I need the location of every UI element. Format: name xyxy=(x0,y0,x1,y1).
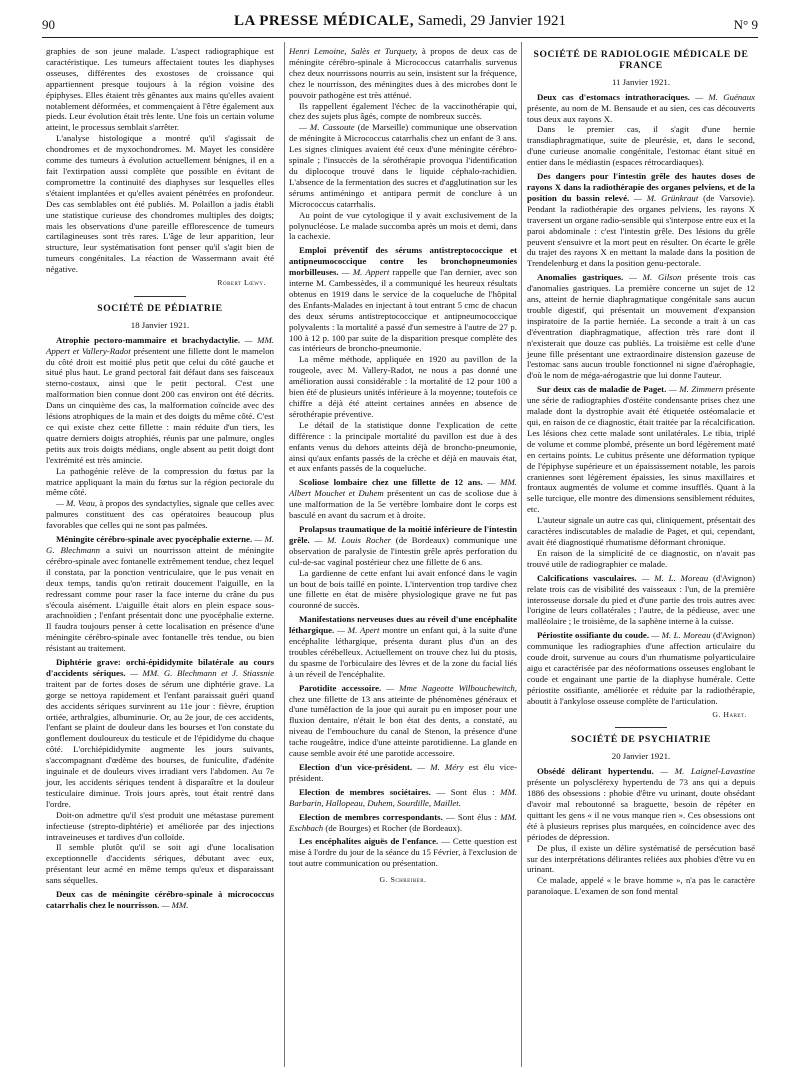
article-body: (d'Avignon) communique les radiographies d'une affection articulaire du coude droit, survenue au cours d'un rhumatisme polyarticulaire aigu et caractérisée par des néoformations osseuses englobant le coude et engainant une partie de la diaphyse humérale. Cette périostite ossifiante, améliorée et réduite par la radiothérapie, aboutit à l'ankylose osseuse complète de l'articulation. xyxy=(527,630,755,706)
article-title: Sur deux cas de maladie de Paget. xyxy=(537,384,667,395)
section-title-psychiatrie: SOCIÉTÉ DE PSYCHIATRIE xyxy=(571,734,711,746)
paragraph xyxy=(289,122,517,209)
article-authors: — M. Méry xyxy=(412,762,464,772)
paragraph: L'analyse histologique a montré qu'il s'agissait de chondromes et de myxochondromes. M. Mayet les considère comme des tumeurs à évolution actuellement bénignes, il en a fait l'extirpation aussi complète que possible en évitant de compromettre la continuité des diaphyses sur lesquelles elles s'étaient implantées et qu'elles avaient pénétrées en profondeur. Des cas semblables ont été publiés. M. Polaillon a jadis établi une statistique curieuse des chondromes multiples des doigts; mais les observations d'une pareille efflorescence de tumeurs cartilagineuses sont très rares. L'âge de leur apparition, leur structure, leur systématisation font penser qu'il s'agit bien de tumeurs congénitales. La réaction de Wassermann avait été négative. xyxy=(46,133,274,275)
paragraph: La gardienne de cette enfant lui avait enfoncé dans le vagin un bout de bois taillé en pointe. L'intervention trop tardive chez une fillette en état de misère physiologique grave ne fut pas couronné de succès. xyxy=(289,567,517,611)
article xyxy=(289,245,517,354)
article-title: Manifestations nerveuses dues au réveil d'une encéphalite léthargique. xyxy=(289,614,517,636)
paragraph: Ce malade, appelé « le brave homme », n'a pas le caractère paranoïaque. L'examen de son fond mental xyxy=(527,875,755,897)
article-body: montre un enfant qui, à la suite d'une encéphalite léthargique, présenta durant plus d'un an des troubles cérébelleux. Actuellement on trouve chez lui du ptosis, du spasme de l'orbiculaire des lèvres et de la zone du facial liés à un réveil de l'encéphalite. xyxy=(289,625,517,679)
paragraph xyxy=(46,498,274,531)
column-rule-2 xyxy=(521,42,522,1067)
paragraph: La pathogénie relève de la compression du fœtus par la matrice appliquant la main du fœtus sur la région pectorale du même côté. xyxy=(46,465,274,498)
article-body: chez une fillette de 13 ans atteinte de phénomènes généraux et d'une tuméfaction de la joue qui aurait pu en imposer pour une fluxion dentaire, n'était le bon état des dents, a constaté, au niveau de l'embouchure du canal de Stenon, la présence d'une tache rougeâtre, indice d'une atteinte parotidienne. La glande en cause semble avoir été une parotide accessoire. xyxy=(289,693,517,759)
article xyxy=(289,812,517,834)
column-1 xyxy=(46,46,274,911)
article-authors: — M. Zimmern xyxy=(666,384,724,395)
paragraph: Il semble plutôt qu'il se soit agi d'une localisation exceptionnelle d'accidents sériques, débutant avec eux, présentant leur acmé en même temps qu'eux et disparaissant sans séquelles. xyxy=(46,842,274,886)
article-title: Périostite ossifiante du coude. xyxy=(537,630,650,641)
column-2 xyxy=(289,46,517,886)
article-body: — Sont élus : xyxy=(442,811,501,822)
column-3 xyxy=(527,46,755,897)
journal-name: LA PRESSE MÉDICALE, xyxy=(233,13,414,29)
article xyxy=(46,335,274,466)
article xyxy=(46,534,274,654)
header-rule xyxy=(42,37,758,38)
article-authors: Henri Lemoine, Salès et Turquety, xyxy=(289,46,418,56)
article-body: (de Varsovie). Pendant la radiothérapie des organes pelviens, les rayons X traversent un organe radio-sensible qui s'interpose entre eux et la paroi abdominale : c'est l'intestin grêle. Des lésions du grêle peuvent s'ensuivre et la mort peut en résulter. On écarte le grêle du trajet des rayons X en mettant la malade dans la position de Trendelenburg et dans la position genu-pectorale. xyxy=(527,192,755,269)
article-title: Diphtérie grave: orchi-épididymite bilatérale au cours d'accidents sériques. xyxy=(46,657,274,678)
article-title: Obsédé délirant hypertendu. xyxy=(537,766,654,777)
elected-members: MM. Eschbach xyxy=(289,811,518,833)
article xyxy=(289,836,517,869)
section-rule xyxy=(615,727,667,728)
article-authors: — M. G. Blechmann xyxy=(46,534,274,555)
article-title: Election d'un vice-président. xyxy=(299,762,413,772)
article-body: traitent par de fortes doses de sérum une diphtérie grave. La gorge se nettoya rapidement et l'enfant paraissait guéri quand des accidents sériques survinrent au 11e jour : fièvre, éruption ortiée, arthralgies, albuminurie. Or, au 2e jour, de ces accidents, l'enfant se plaint de douleur dans les bourses et l'on constate du gonflement douloureux du testicule et de l'épididyme du chaque côté. L'orchiépididymite augmente les jours suivants, s'accompagnant d'œdème des bourses, de funiculite, d'adénite inguinale et de douleurs vives irradiant vers l'abdomen. Au 7e jour, les accidents sériques tendent à disparaître et la douleur testiculaire diminue. Trois jours après, tout était rentré dans l'ordre. xyxy=(46,678,274,809)
article-title: Anomalies gastriques. xyxy=(537,272,624,283)
article-title: Election de membres sociétaires. xyxy=(299,786,431,797)
section-date: 11 Janvier 1921. xyxy=(611,76,671,87)
article xyxy=(46,889,274,911)
paragraph: En raison de la simplicité de ce diagnostic, on n'avait pas trouvé utile de radiographier ce malade. xyxy=(527,547,755,569)
paragraph: Ils rappellent également l'échec de la vaccinothérapie qui, chez des sujets plus âgés, compte de nombreux succès. xyxy=(289,100,517,122)
article-authors: — Mme Nageotte Wilbouchewitch, xyxy=(381,682,518,693)
article xyxy=(527,171,755,269)
section-title-pediatrie: SOCIÉTÉ DE PÉDIATRIE xyxy=(97,302,223,314)
paragraph: La même méthode, appliquée en 1920 au pavillon de la rougeole, avec M. Vallery-Radot, ne nous a pas donné une amélioration aussi considérable : la mortalité de 12 pour 100 a bien été de plusieurs unités inférieure à la moyenne; toutefois ce chiffre a déjà été atteint certaines années en absence de sérothérapie préventive. xyxy=(289,354,517,419)
paragraph: graphies de son jeune malade. L'aspect radiographique est caractéristique. Les tumeurs affectaient toutes les diaphyses osseuses, différentes des exostoses de croissance qui appartiennent presque toujours à la région voisine des épiphyses. Elles étaient très gênantes aux mains qu'elles avaient notablement déformées, et commençaient à l'être également aux pieds. Leur évolution était très lente. Une fois un certain volume atteint, le processus semblait s'arrêter. xyxy=(46,46,274,133)
article xyxy=(289,762,517,784)
article-title: Prolapsus traumatique de la moitié inférieure de l'intestin grêle. xyxy=(289,523,517,545)
article xyxy=(289,787,517,809)
paragraph: Doit-on admettre qu'il s'est produit une métastase purement infectieuse (strepto-diphtérie) et améliorée par des injections intraveineuses et tardives d'un colloïde. xyxy=(46,809,274,842)
article-title: Atrophie pectoro-mammaire et brachydactylie. xyxy=(56,334,241,345)
article-body: présente trois cas d'anomalies gastriques. La première concerne un sujet de 12 ans, atteint de hernie diaphragmatique congénitale sans aucun trouble digestif, qui présentait un mouvement d'expansion inspiratoire de la partie herniée. La seconde a trait à un cas d'éventration diaphragmatique, affection très rare dont il n'existerait que douze cas publiés. La troisième est celle d'une jeune fille présentant une extraordinaire distension gazeuse de l'estomac sans aucun trouble fonctionnel ni signe d'aérophagie, d'où le nom de méga-aérogastrie que lui donne l'auteur. xyxy=(527,272,755,381)
article-body: (de Bordeaux) communique une observation de paralysie de l'intestin grêle après perforation du cul-de-sac vaginal postérieur chez une fillette de 6 ans. xyxy=(289,534,518,567)
article-body: présentent une fillette dont le mamelon du côté droit est moitié plus petit que celui du côté gauche et situé plus haut. Le grand pectoral fait défaut dans ses faisceaux sterno-costaux, ainsi que le petit pectoral. C'est une malformation bien connue dont 200 cas environ ont été décrits. Dans un cinquième des cas, la malformation coïncide avec des lésions atrophiques de la main et des doigts du même côté. C'est ce qui existe chez cette fillette : main réduite d'un tiers, les quatre derniers doigts atrophiés, réunis par une palmure, ongles petits aux trois doigts médians, ongle absent au petit doigt dont l'extrémité est très amincie. xyxy=(46,345,274,465)
paragraph xyxy=(289,46,517,101)
article-authors: — M. Guénaux xyxy=(689,91,755,102)
paragraph: De plus, il existe un délire systématisé de persécution basé sur des interprétations délirantes reliées aux phobies d'être vu en urinant. xyxy=(527,842,755,875)
article-body: rappelle que l'an dernier, avec son interne M. Cambessèdes, il a communiqué les heureux résultats obtenus en 1919 dans le service de la coqueluche de l'hôpital des Enfants-Malades en injectant à tout entrant 5 cmc de chacun des deux sérums antistreptococcique et antipneumococcique polyvalents : la mortalité a passé d'un semestre à l'autre de 27 p. 100 à 12 p. 100 par suite de la disparition presque complète des cas intérieurs de broncho-pneumonie. xyxy=(289,267,517,354)
article xyxy=(527,630,755,706)
article-title: Election de membres correspondants. xyxy=(299,811,443,822)
article-authors: — M. Cassoute xyxy=(299,122,355,133)
section-title-radiologie: SOCIÉTÉ DE RADIOLOGIE MÉDICALE DE FRANCE xyxy=(533,49,749,71)
article-body: (de Marseille) communique une observation de méningite à Micrococcus catarrhalis chez un enfant de 3 ans. Les signes cliniques avaient été ceux d'une méningite cérébro-spinale ; l'insuccès de la sérothérapie provoqua l'identification du diplocoque trouvé dans le liquide céphalo-rachidien. L'absence de la fermentation des sucres et d'agglutination sur les sérums antiméningo et antipara permit de conclure à un Micrococcus catarrhalis. xyxy=(289,122,517,209)
section-date: 20 Janvier 1921. xyxy=(611,751,671,762)
article-title: Les encéphalites aiguës de l'enfance. xyxy=(299,836,439,847)
article-title: Emploi préventif des sérums antistreptococcique et antipneumococcique contre les bronchopneumonies morbilleuses. xyxy=(289,245,517,278)
signature: G. Haret. xyxy=(712,709,747,719)
elected-members: MM. Barbarin, Hallopeau, Duhem, Sourdille, Maillet. xyxy=(289,786,518,808)
article-title: Parotidite accessoire. xyxy=(299,682,382,693)
article xyxy=(46,657,274,810)
article-authors: — M. Louis Rocher xyxy=(309,534,392,545)
issue-date: Samedi, 29 Janvier 1921 xyxy=(417,13,567,29)
article-title: Deux cas de méningite cérébro-spinale à micrococcus catarrhalis chez le nourrisson. xyxy=(46,889,274,910)
article xyxy=(289,477,517,521)
article-title: Scoliose lombaire chez une fillette de 12 ans. xyxy=(299,477,483,488)
article-authors: — MM. Albert Mouchet et Duhem xyxy=(289,477,517,499)
article-authors: — M. Gilson xyxy=(623,272,682,283)
article-body: présente, au nom de M. Bensaude et au sien, ces cas découverts tous deux aux rayons X. xyxy=(527,102,755,124)
paragraph: Dans le premier cas, il s'agit d'une hernie transdiaphragmatique, suite de pleurésie, et, dans le second, d'une curieuse anomalie congénitale, l'estomac étant situé en entier dans le médiastin (espaces rétrocardiaques). xyxy=(527,124,755,168)
page-header xyxy=(42,13,758,35)
article-title: Méningite cérébro-spinale avec pyocéphalie externe. xyxy=(56,534,253,545)
article-body: (d'Avignon) relate trois cas de visibilité des vaisseaux : l'un, de la première interosseuse dorsale du pied et d'une partie des trois autres avec l'origine de leurs collatérales ; l'autre, de la pédieuse, avec une malléolaire ; le troisième, de la saphène interne à la cuisse. xyxy=(527,572,755,627)
article-authors: — M. Grünkraut xyxy=(629,192,699,203)
page-number: 90 xyxy=(42,17,55,32)
article xyxy=(527,384,755,515)
column-rule-1 xyxy=(284,42,285,1067)
article xyxy=(289,614,517,679)
running-title xyxy=(42,13,758,30)
issue-number: N° 9 xyxy=(733,17,758,32)
article xyxy=(527,766,755,842)
article xyxy=(527,573,755,628)
article-title: Des dangers pour l'intestin grêle des hautes doses de rayons X dans la radiothérapie des organes pelviens, et de la position du bassin relevé. xyxy=(527,171,755,203)
paragraph: L'auteur signale un autre cas qui, cliniquement, présentait des caractères indiscutables de maladie de Paget, et qui, cependant, avait été diagnostiqué rhumatisme déformant chronique. xyxy=(527,515,755,547)
section-date: 18 Janvier 1921. xyxy=(130,319,190,330)
article-body: est élu vice-président. xyxy=(289,762,517,783)
article-authors: — M. L. Moreau xyxy=(649,630,711,641)
article-body: présente une série de radiographies d'ostéite condensante prises chez une malade dont la dystrophie avait été étiquetée ostéomalacie et qui, en raison de ce diagnostic, était traitée par la récalcification. Les lésions chez cette malade sont unilatérales. Le tibia, triplé de volume et comme plombé, présente un bord légèrement maté en certains points. Le cubitus présente une déformation typique de l'épiphyse supérieure et un épaississement notable, les parois craniennes sont légèrement épaissies, les sinus maxillaires et frontaux augmentés de volume et comme insufflés. Quant à la selle turcique, elle montre des dimensions sensiblement réduites, etc. xyxy=(527,384,755,515)
article-title: Calcifications vasculaires. xyxy=(537,572,637,583)
article-authors: — MM. Appert et Vallery-Radot xyxy=(46,334,274,356)
article-authors: — M. Laignel-Lavastine xyxy=(653,766,755,777)
article-body: présente un polysclérexy hypertendu de 73 ans qui a depuis 1886 des obsessions : phobie d'être vu urinant, doute obsédant d'avoir mal reboutonné sa braguette, besoin de répéter en quittant les gens « il ne vous manque rien ». Ces obsessions ont été à plusieurs reprises plus marquées, en coïncidence avec des périodes de dépression. xyxy=(527,777,755,842)
article-body: présentent un cas de scoliose due à une malformation de la 5e vertèbre lombaire dont le corps est basculé en avant du sacrum et à droite. xyxy=(289,488,517,521)
article-authors: — M. Appert xyxy=(338,267,390,278)
article-authors: — MM. xyxy=(159,899,189,910)
section-rule xyxy=(134,296,186,297)
article-body: à propos de deux cas de méningite cérébro-spinale à Micrococcus catarrhalis survenus chez deux nourrissons nourris au sein, insistent sur la fréquence, chez le nourrisson, des méningites dues à des microbes dont le pouvoir pathogène est très atténué. xyxy=(289,46,518,100)
article-authors: — M. Apert xyxy=(334,625,380,636)
signature: G. Schreiber. xyxy=(379,875,427,885)
article-authors: — M. L. Moreau xyxy=(636,572,709,583)
article-body: a suivi un nourrisson atteint de méningite cérébro-spinale avec fontanelle extrêmement tendue, chez lequel il constata, par la ponction ventriculaire, que le pus venait en deux temps, tandis qu'on retirait doucement l'aiguille, en la redressant comme pour raser la face interne du crâne du pus s'écoula aisément. L'aiguille était alors en plein espace sous-arachnoïdien ; l'enfant présentait donc une pyocéphalie externe. Il faudra toujours penser à cette localisation en présence d'une méningite cérébro-spinale avec fontanelle très tendue, ou bien résistant au traitement. xyxy=(46,544,275,654)
article xyxy=(289,524,517,568)
article-body: — Sont élus : xyxy=(430,786,501,797)
article-body: (de Bourges) et Rocher (de Bordeaux). xyxy=(323,822,463,833)
article-authors: — MM. G. Blechmann et J. Stiassnie xyxy=(125,667,274,678)
paragraph: Le détail de la statistique donne l'explication de cette différence : la principale mortalité du pavillon est due à des enfants venus du dehors atteints déjà de broncho-pneumonie, ainsi qu'aux enfants passés de la crèche et déjà en mauvais état, et aux enfants passés de la coqueluche. xyxy=(289,419,517,474)
signature: Robert Lœwy. xyxy=(217,278,266,288)
article xyxy=(527,92,755,125)
article xyxy=(527,272,755,381)
article-title: Deux cas d'estomacs intrathoraciques. xyxy=(537,91,690,102)
article-authors: — M. Veau, xyxy=(56,498,98,509)
article-body: à propos des syndactylies, signale que celles avec palmures constituent des cas opératoires beaucoup plus favorables que celles qui ne sont pas palmées. xyxy=(46,498,274,531)
paragraph: Au point de vue cytologique il y avait exclusivement de la polynucléose. Le malade succomba après un mois et demi, dans la cachexie. xyxy=(289,209,517,242)
article-body: — Cette question est mise à l'ordre du jour de la séance du 15 Février, à l'exclusion de tout autre communication ou présentation. xyxy=(289,836,517,869)
article xyxy=(289,683,517,759)
